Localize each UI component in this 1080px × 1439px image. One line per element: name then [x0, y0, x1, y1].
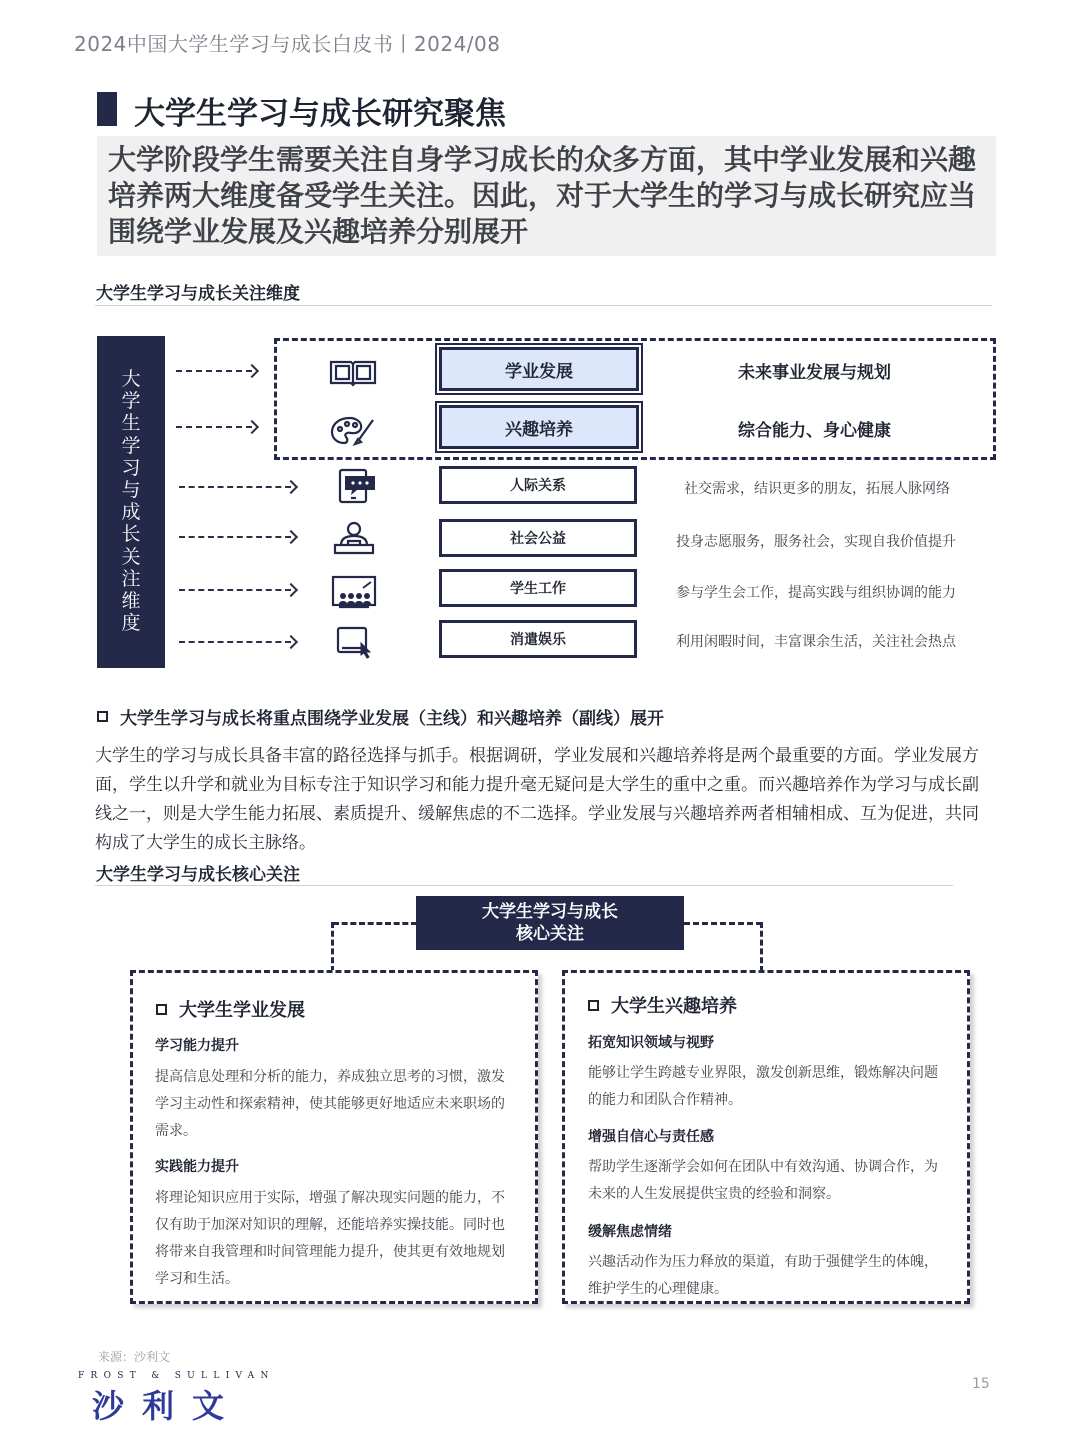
connector: [760, 922, 763, 972]
interest-item-text: 帮助学生逐渐学会如何在团队中有效沟通、协调合作，为未来的人生发展提供宝贵的经验和洞察。: [588, 1159, 938, 1202]
academic-item-text: 将理论知识应用于实际，增强了解决现实问题的能力，不仅有助于加深对知识的理解，还能培养实操技能。同时也将带来自我管理和时间管理能力提升，使其更有效地规划学习和生活。: [155, 1190, 505, 1287]
bullet-heading: [97, 704, 664, 729]
arrow: [179, 480, 297, 494]
section-title-dimensions: 大学生学习与成长关注维度: [96, 284, 300, 304]
interest-card-title: [588, 992, 737, 1018]
title-marker: [97, 92, 117, 126]
book-icon: [327, 352, 379, 392]
connector: [331, 922, 334, 972]
interest-item-text: 兴趣活动作为压力释放的渠道，有助于强健学生的体魄，维护学生的心理健康。: [588, 1254, 938, 1297]
page-title: 大学生学习与成长研究聚焦: [134, 96, 506, 132]
dimension-social-desc: 社交需求，结识更多的朋友，拓展人脉网络: [684, 481, 950, 497]
interest-card-title-text: 大学生兴趣培养: [611, 996, 737, 1017]
academic-item-subtitle: 学习能力提升: [155, 1038, 239, 1054]
dimension-leisure: 消遣娱乐: [439, 620, 637, 658]
dimension-academic: 学业发展: [439, 347, 639, 391]
dimension-social: 人际关系: [439, 466, 637, 504]
chat-screen-icon: [328, 466, 380, 506]
body-paragraph: 大学生的学习与成长具备丰富的路径选择与抓手。根据调研，学业发展和兴趣培养将是两个最重要的方面。学业发展方面，学生以升学和就业为目标专注于知识学习和能力提升毫无疑问是大学生的重中之重。而兴趣培养作为学习与成长副线之一，则是大学生能力拓展、素质提升、缓解焦虑的不二选择。学业发展与兴趣培养两者相辅相成、互为促进，共同构成了大学生的成长主脉络。: [95, 746, 979, 853]
logo-chinese: 沙利文: [92, 1387, 243, 1425]
page-number: 15: [972, 1376, 990, 1392]
connector: [684, 922, 762, 925]
dimension-interest-desc: 综合能力、身心健康: [738, 421, 891, 441]
vertical-label: 大 学 生 学 习 与 成 长 关 注 维 度: [121, 368, 141, 635]
interest-item-subtitle: 增强自信心与责任感: [588, 1129, 714, 1145]
academic-item-subtitle: 实践能力提升: [155, 1159, 239, 1175]
document-header: 2024中国大学生学习与成长白皮书丨2024/08: [74, 32, 501, 56]
core-focus-line2: 核心关注: [516, 924, 584, 944]
dimension-academic-desc: 未来事业发展与规划: [738, 363, 891, 383]
presentation-icon: [328, 572, 380, 612]
arrow: [176, 364, 258, 378]
arrow: [179, 635, 297, 649]
dimension-student-work-desc: 参与学生会工作，提高实践与组织协调的能力: [676, 585, 956, 601]
dimension-interest: 兴趣培养: [439, 405, 639, 449]
arrow: [179, 583, 297, 597]
checkbox-bullet-icon: [588, 1000, 599, 1011]
logo-english: FROST & SULLIVAN: [78, 1371, 275, 1381]
connector: [333, 922, 417, 925]
section-divider: [95, 885, 953, 886]
core-focus-box: [416, 896, 684, 950]
source-note: 来源：沙利文: [98, 1350, 171, 1364]
dimension-student-work: 学生工作: [439, 569, 637, 607]
palette-icon: [327, 410, 379, 450]
tablet-touch-icon: [328, 622, 380, 662]
arrow: [179, 530, 297, 544]
bullet-heading-text: 大学生学习与成长将重点围绕学业发展（主线）和兴趣培养（副线）展开: [120, 709, 664, 729]
academic-card-title: [156, 996, 305, 1022]
interest-item-subtitle: 拓宽知识领域与视野: [588, 1035, 714, 1051]
checkbox-bullet-icon: [156, 1004, 167, 1015]
summary-text: 大学阶段学生需要关注自身学习成长的众多方面，其中学业发展和兴趣培养两大维度备受学生关注。因此，对于大学生的学习与成长研究应当围绕学业发展及兴趣培养分别展开: [108, 143, 977, 248]
volunteer-icon: [328, 518, 380, 558]
section-title-core: 大学生学习与成长核心关注: [96, 865, 300, 885]
dimension-charity-desc: 投身志愿服务，服务社会，实现自我价值提升: [676, 534, 956, 550]
academic-item-text: 提高信息处理和分析的能力，养成独立思考的习惯，激发学习主动性和探索精神，使其能够更好地适应未来职场的需求。: [155, 1069, 505, 1139]
dimension-leisure-desc: 利用闲暇时间，丰富课余生活，关注社会热点: [676, 634, 956, 650]
core-focus-line1: 大学生学习与成长: [482, 902, 618, 922]
interest-item-text: 能够让学生跨越专业界限，激发创新思维，锻炼解决问题的能力和团队合作精神。: [588, 1065, 938, 1108]
arrow: [176, 420, 258, 434]
academic-card-title-text: 大学生学业发展: [179, 1000, 305, 1021]
checkbox-bullet-icon: [97, 711, 108, 722]
dimension-charity: 社会公益: [439, 519, 637, 557]
section-divider: [95, 305, 992, 306]
interest-item-subtitle: 缓解焦虑情绪: [588, 1224, 672, 1240]
